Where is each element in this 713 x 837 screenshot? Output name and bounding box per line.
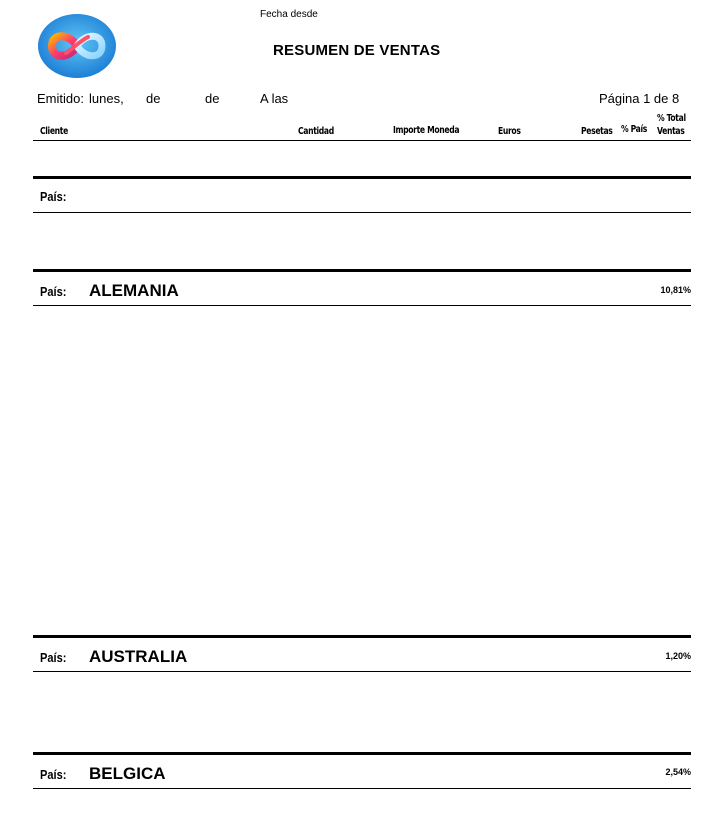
group-top-rule [33, 635, 691, 638]
group-pct-total: 10,81% [660, 285, 691, 295]
company-logo [36, 13, 118, 79]
group-pct-total: 1,20% [665, 651, 691, 661]
group-bottom-rule [33, 305, 691, 306]
group-country-name: BELGICA [89, 764, 166, 783]
column-pct-total [657, 112, 686, 138]
group-bottom-rule [33, 212, 691, 213]
column-pct-total-line2: Ventas [657, 126, 685, 137]
group-top-rule [33, 752, 691, 755]
infinity-logo-icon [36, 13, 118, 79]
column-pesetas: Pesetas [581, 126, 613, 137]
column-cliente: Cliente [40, 126, 68, 137]
group-top-rule [33, 176, 691, 179]
column-pct-total-line1: % Total [657, 113, 686, 124]
column-pct-pais: % País [621, 124, 647, 135]
group-bottom-rule [33, 788, 691, 789]
emitido-day: lunes, [89, 91, 124, 106]
group-pais-label: País: [40, 767, 67, 782]
group-country-name: ALEMANIA [89, 281, 179, 300]
group-pais-label: País: [40, 284, 67, 299]
column-euros: Euros [498, 126, 521, 137]
emitido-label: Emitido: [37, 91, 84, 106]
fecha-desde-label: Fecha desde [260, 9, 318, 20]
emitido-time: A las [260, 91, 289, 106]
group-country-name: AUSTRALIA [89, 647, 188, 666]
header-divider [33, 140, 691, 141]
group-pais-label: País: [40, 189, 67, 204]
column-cantidad: Cantidad [298, 126, 334, 137]
report-title: RESUMEN DE VENTAS [273, 42, 441, 59]
page-number: Página 1 de 8 [599, 91, 680, 106]
group-top-rule [33, 269, 691, 272]
column-importe-moneda: Importe Moneda [393, 125, 460, 136]
emitido-de-2: de [205, 91, 220, 106]
group-bottom-rule [33, 671, 691, 672]
group-pct-total: 2,54% [665, 767, 691, 777]
group-pais-label: País: [40, 650, 67, 665]
emitido-de-1: de [146, 91, 161, 106]
